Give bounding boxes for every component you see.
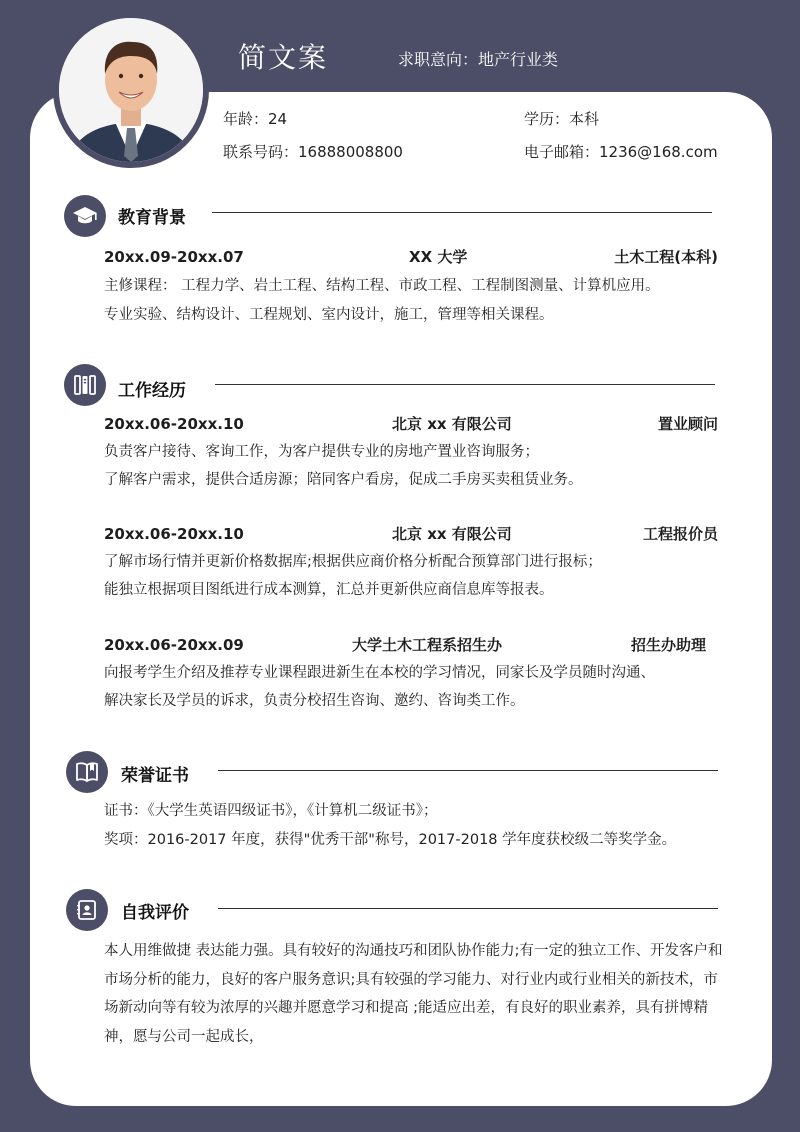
company-name: 大学土木工程系招生办 — [352, 636, 503, 654]
education-section-title: 教育背景 — [118, 208, 186, 228]
job-role: 工程报价员 — [642, 525, 718, 543]
honors-divider — [218, 770, 718, 771]
work-divider — [215, 384, 715, 385]
phone-field: 联系号码：16888008800 — [223, 143, 403, 161]
job-line: 负责客户接待、客询工作，为客户提供专业的房地产置业咨询服务； — [104, 444, 539, 460]
job-line: 了解市场行情并更新价格数据库;根据供应商价格分析配合预算部门进行报标； — [104, 554, 602, 570]
job-period: 20xx.06-20xx.09 — [104, 636, 244, 654]
job-line: 向报考学生介绍及推荐专业课程跟进新生在本校的学习情况，同家长及学员随时沟通、 — [104, 665, 655, 681]
education-level-field: 学历：本科 — [524, 110, 600, 128]
education-entry-header — [104, 246, 718, 268]
job-intent: 求职意向：地产行业类 — [398, 50, 559, 69]
company-name: 北京 xx 有限公司 — [392, 525, 512, 543]
profile-photo — [59, 18, 203, 162]
avatar — [53, 12, 209, 168]
education-line: 专业实验、结构设计、工程规划、室内设计，施工，管理等相关课程。 — [104, 307, 554, 323]
self-eval-section-icon — [66, 889, 108, 931]
id-card-icon — [76, 899, 98, 921]
certificate-line: 证书：《大学生英语四级证书》，《计算机二级证书》； — [104, 803, 438, 819]
job-line: 了解客户需求，提供合适房源；陪同客户看房，促成二手房买卖租赁业务。 — [104, 472, 583, 488]
person-portrait-icon — [59, 18, 203, 162]
job-role: 招生办助理 — [630, 636, 706, 654]
self-eval-text: 本人用维做捷 表达能力强。具有较好的沟通技巧和团队协作能力;有一定的独立工作、开发客户和市场分析的能力，良好的客户服务意识;具有较强的学习能力、对行业内或行业相关的新技术，市场新动向等有较为浓厚的兴趣并愿意学习和提高 ;能适应出差，有良好的职业素养，具有拼博精神，愿与公司一起成长， — [104, 943, 723, 1045]
work-section-title: 工作经历 — [118, 381, 186, 401]
email-field: 电子邮箱：1236@168.com — [524, 143, 718, 161]
job-period: 20xx.06-20xx.10 — [104, 415, 244, 433]
job-role: 置业顾问 — [657, 415, 718, 433]
work-section-icon — [64, 364, 106, 406]
job-line: 能独立根据项目图纸进行成本测算，汇总并更新供应商信息库等报表。 — [104, 582, 554, 598]
graduation-cap-icon — [72, 205, 98, 227]
candidate-name: 简文案 — [238, 41, 329, 74]
honors-section-title: 荣誉证书 — [121, 766, 189, 786]
company-name: 北京 xx 有限公司 — [392, 415, 512, 433]
job-entry-header — [104, 413, 718, 435]
self-eval-divider — [218, 908, 718, 909]
job-entry-header — [104, 634, 718, 656]
job-entry-header — [104, 523, 718, 545]
binders-icon — [73, 374, 97, 396]
education-divider — [212, 212, 712, 213]
education-period: 20xx.09-20xx.07 — [104, 248, 244, 266]
job-line: 解决家长及学员的诉求，负责分校招生咨询、邀约、咨询类工作。 — [104, 693, 525, 709]
honors-section-icon — [66, 751, 108, 793]
major-name: 土木工程(本科) — [614, 248, 718, 266]
education-line: 主修课程： 工程力学、岩土工程、结构工程、市政工程、工程制图测量、计算机应用。 — [104, 278, 660, 294]
age-field: 年龄：24 — [223, 110, 288, 128]
award-line: 奖项：2016-2017 年度，获得"优秀干部"称号，2017-2018 学年度获校级二等奖学金。 — [104, 832, 677, 848]
job-period: 20xx.06-20xx.10 — [104, 525, 244, 543]
self-eval-section-title: 自我评价 — [121, 903, 189, 923]
open-book-icon — [75, 761, 99, 783]
school-name: XX 大学 — [409, 248, 468, 266]
education-section-icon — [64, 195, 106, 237]
